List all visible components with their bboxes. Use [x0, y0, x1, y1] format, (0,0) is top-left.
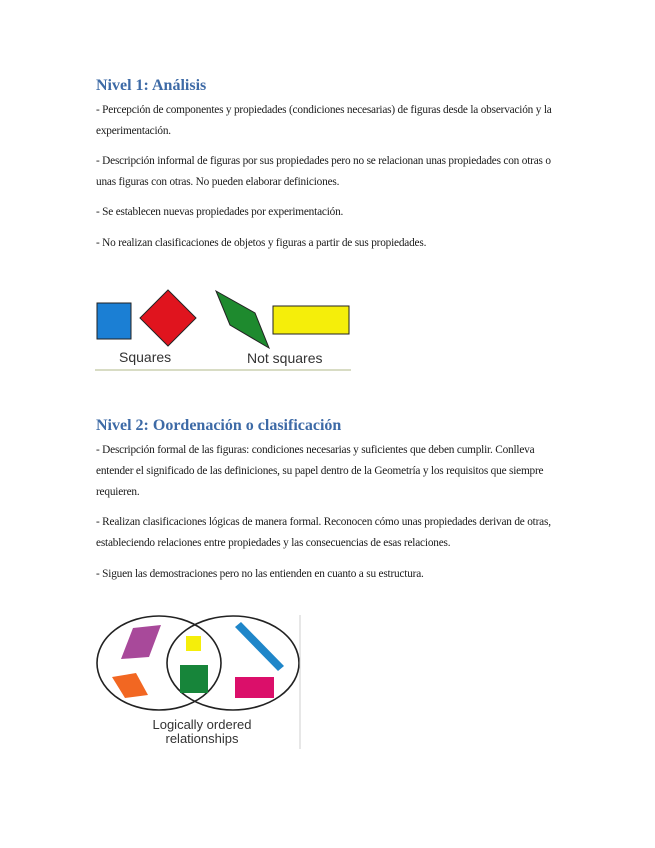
- venn-caption-line1: Logically ordered: [152, 717, 252, 732]
- venn-caption-line2: relationships: [165, 731, 239, 746]
- section1-paragraph-3: - Se establecen nuevas propiedades por experimentación.: [96, 206, 344, 218]
- venn-figure: [95, 615, 302, 749]
- venn-caption: [147, 718, 257, 746]
- section1-paragraph-4: - No realizan clasificaciones de objetos y figuras a partir de sus propiedades.: [96, 237, 427, 249]
- section1-paragraph-1: - Percepción de componentes y propiedades (condiciones necesarias) de figuras desde la observación y la experimentación.: [96, 104, 552, 137]
- orange-rhombus: [112, 673, 148, 698]
- squares-figure: [95, 286, 351, 372]
- red-diamond: [140, 290, 196, 346]
- label-not-squares: Not squares: [247, 350, 323, 366]
- section2-heading: Nivel 2: Oordenación o clasificación: [96, 417, 342, 434]
- blue-bar: [235, 622, 284, 671]
- small-yellow-square: [186, 636, 201, 651]
- section2-paragraph-1: - Descripción formal de las figuras: condiciones necesarias y suficientes que deben cumplir. Conlleva entender el significado de las definiciones, su papel dentro de la Geometría y los requisitos que siempre requieren.: [96, 444, 544, 498]
- yellow-rectangle: [273, 306, 349, 334]
- section1-paragraph-2: - Descripción informal de figuras por sus propiedades pero no se relacionan unas propiedades con otras o unas figuras con otras. No pueden elaborar definiciones.: [96, 155, 551, 188]
- green-parallelogram: [216, 291, 269, 348]
- section1-heading: Nivel 1: Análisis: [96, 77, 207, 94]
- blue-square: [97, 303, 131, 339]
- purple-parallelogram: [121, 625, 161, 659]
- label-squares: Squares: [119, 349, 172, 365]
- green-square: [180, 665, 208, 693]
- magenta-rectangle: [235, 677, 274, 698]
- section2-paragraph-3: - Siguen las demostraciones pero no las entienden en cuanto a su estructura.: [96, 568, 424, 580]
- section2-paragraph-2: - Realizan clasificaciones lógicas de manera formal. Reconocen cómo unas propiedades derivan de otras, estableciendo relaciones entre propiedades y las consecuencias de esas relaciones.: [96, 516, 551, 549]
